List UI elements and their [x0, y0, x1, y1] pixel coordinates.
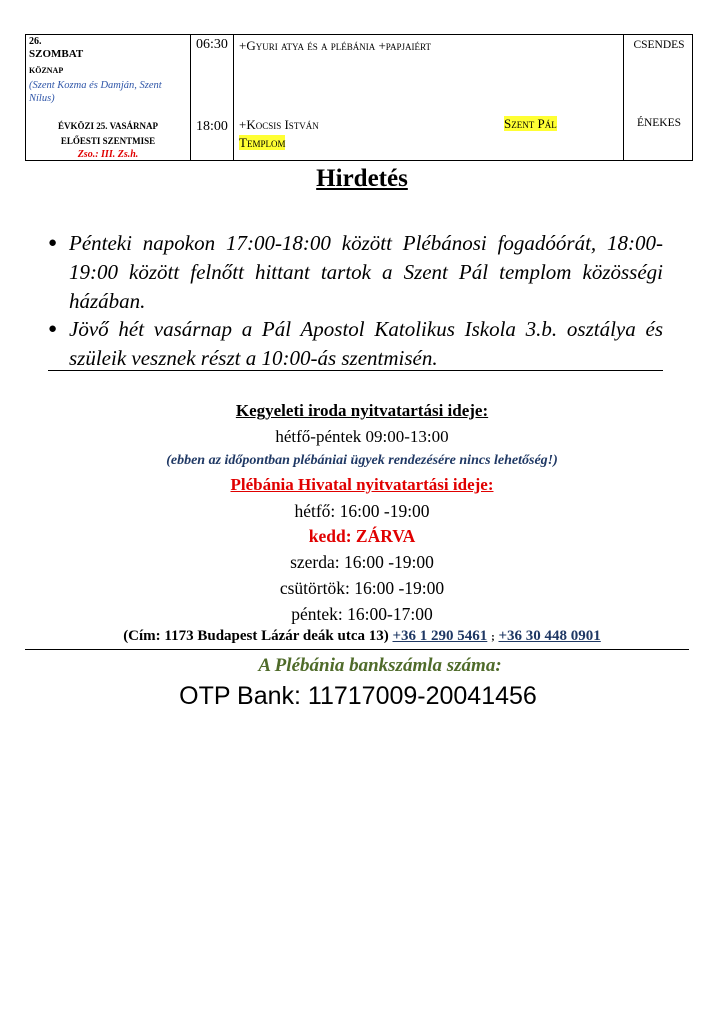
announcement-text: Pénteki napokon 17:00-18:00 között Plébánosi fogadóórát, 18:00-19:00 között felnőtt hittant tartok a Szent Pál templom közösségi házában. — [69, 231, 663, 313]
bullet-icon: ● — [48, 235, 58, 251]
parish-hours-row: kedd: ZÁRVA — [308, 526, 416, 546]
column-divider — [623, 35, 624, 160]
divider — [25, 649, 689, 650]
phone-link[interactable]: +36 30 448 0901 — [498, 628, 601, 644]
column-divider — [233, 35, 234, 160]
sunday-subtitle: ELŐESTI SZENTMISE — [60, 136, 156, 146]
announcement-item — [48, 315, 663, 373]
parish-office-title: Plébánia Hivatal nyitvatartási ideje: — [230, 475, 494, 494]
address: (Cím: 1173 Budapest Lázár deák utca 13) — [123, 628, 389, 644]
mass-type: CSENDES — [633, 39, 685, 51]
day-name: SZOMBAT — [29, 48, 84, 60]
announcement-text: Jövő hét vasárnap a Pál Apostol Katolikus Iskola 3.b. osztálya és szüleik vesznek részt a 10:00-ás szentmisén. — [69, 317, 663, 370]
cemetery-office-title: Kegyeleti iroda nyitvatartási ideje: — [235, 401, 489, 420]
announcement-item — [48, 229, 663, 316]
parish-hours-row: péntek: 16:00-17:00 — [291, 604, 433, 624]
contact-line — [0, 628, 724, 645]
sunday-readings: Zso.: III. Zs.h. — [77, 149, 139, 160]
mass-intention: +Gyuri atya és a plébánia +papjaiért — [239, 38, 431, 53]
parish-hours-row: szerda: 16:00 -19:00 — [290, 552, 434, 572]
mass-location-line1: Szent Pál — [504, 116, 557, 131]
mass-intention: +Kocsis István — [239, 117, 319, 132]
column-divider — [190, 35, 191, 160]
mass-time: 18:00 — [196, 119, 228, 134]
parish-hours-row: csütörtök: 16:00 -19:00 — [279, 578, 445, 598]
saints-of-day: (Szent Kozma és Damján, Szent Nílus) — [29, 80, 162, 104]
mass-location-line2: Templom — [239, 135, 286, 150]
cemetery-office-hours: hétfő-péntek 09:00-13:00 — [275, 427, 449, 446]
mass-schedule-table — [25, 34, 693, 161]
announcements-title: Hirdetés — [316, 165, 408, 192]
day-type: KÖZNAP — [29, 66, 64, 75]
bank-account: OTP Bank: 11717009-20041456 — [179, 682, 537, 710]
sunday-name: ÉVKÖZI 25. VASÁRNAP — [58, 121, 158, 131]
mass-time: 06:30 — [196, 37, 228, 52]
mass-type: ÉNEKES — [636, 117, 682, 129]
mass-location-line2-wrap — [239, 135, 285, 151]
phone-link[interactable]: +36 1 290 5461 — [392, 628, 488, 644]
cemetery-office-note: (ebben az időpontban plébániai ügyek rendezésére nincs lehetőség!) — [166, 453, 558, 468]
bank-title: A Plébánia bankszámla száma: — [258, 655, 502, 676]
phone-separator: ; — [491, 631, 495, 643]
parish-hours-row: hétfő: 16:00 -19:00 — [294, 501, 430, 521]
day-number: 26. — [29, 36, 42, 47]
divider — [48, 370, 663, 371]
mass-location — [504, 116, 557, 132]
bullet-icon: ● — [48, 321, 58, 337]
